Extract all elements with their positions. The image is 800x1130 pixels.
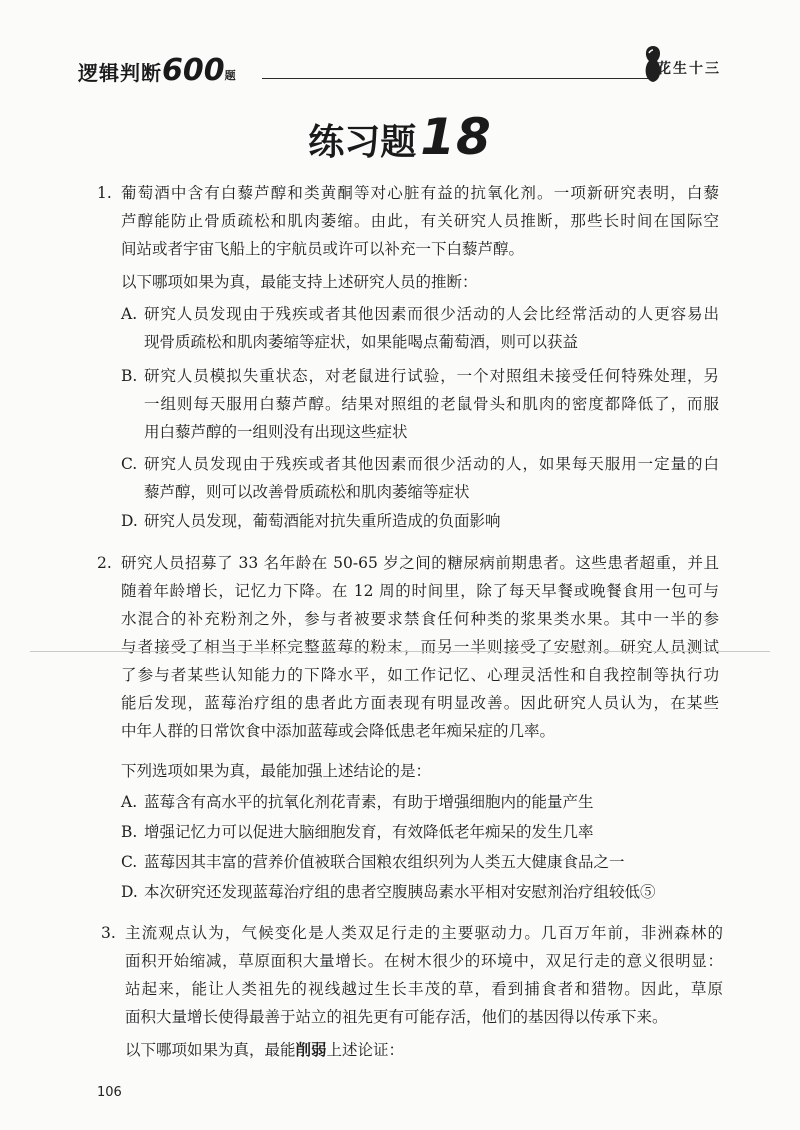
passage-line: 芦醇能防止骨质疏松和肌肉萎缩。由此，有关研究人员推断，那些长时间在国际空 (121, 212, 719, 230)
passage-line: 研究人员招募了 33 名年龄在 50-65 岁之间的糖尿病前期患者。这些患者超重，并且 (121, 554, 719, 572)
option-letter: C. (121, 853, 138, 871)
book-title-text: 逻辑判断 (78, 61, 162, 85)
option-text: 增强记忆力可以促进大脑细胞发育，有效降低老年痴呆的发生几率 (144, 823, 594, 841)
question-stem: 以下哪项如果为真，最能支持上述研究人员的推断： (121, 273, 478, 291)
question-stem (125, 1036, 404, 1064)
stem-text: 以下哪项如果为真，最能 (125, 1041, 296, 1059)
option-letter: A. (121, 793, 138, 811)
passage-line: 随着年龄增长，记忆力下降。在 12 周的时间里，除了每天早餐或晚餐食用一包可与 (121, 582, 719, 600)
passage-line: 了参与者某些认知能力的下降水平，如工作记忆、心理灵活性和自我控制等执行功 (121, 666, 719, 684)
option-text: 藜芦醇，则可以改善骨质疏松和肌肉萎缩等症状 (144, 483, 470, 501)
option-letter: B. (121, 367, 138, 385)
option-text: 一组则每天服用白藜芦醇。结果对照组的老鼠骨头和肌肉的密度都降低了，而服 (144, 395, 719, 413)
book-title (78, 53, 237, 88)
book-title-suffix: 题 (224, 69, 237, 82)
option-text: 用白藜芦醇的一组则没有出现这些症状 (144, 423, 408, 441)
passage-line: 间站或者宇宙飞船上的宇航员或许可以补充一下白藜芦醇。 (121, 240, 525, 258)
question-number: 1. (97, 184, 112, 202)
book-title-number: 600 (162, 53, 225, 88)
header-rule (262, 78, 652, 79)
question-stem: 下列选项如果为真，最能加强上述结论的是： (121, 762, 432, 780)
exercise-title (0, 108, 800, 166)
passage-line: 葡萄酒中含有白藜芦醇和类黄酮等对心脏有益的抗氧化剂。一项新研究表明，白藜 (121, 184, 719, 202)
passage-line: 能后发现，蓝莓治疗组的患者此方面表现有明显改善。因此研究人员认为，在某些 (121, 694, 719, 712)
passage-line: 与者接受了相当于半杯完整蓝莓的粉末，而另一半则接受了安慰剂。研究人员测试 (121, 638, 719, 656)
passage-line: 面积开始缩减，草原面积大量增长。在树木很少的环境中，双足行走的意义很明显： (125, 952, 723, 970)
question-passage (121, 549, 719, 745)
option-text: 研究人员发现由于残疾或者其他因素而很少活动的人，如果每天服用一定量的白 (144, 455, 719, 473)
brand-logo (640, 44, 730, 84)
page-number: 106 (97, 1085, 122, 1100)
option-letter: D. (121, 883, 138, 901)
question-number: 2. (97, 554, 112, 572)
question-passage (125, 919, 723, 1031)
option-text: 研究人员模拟失重状态，对老鼠进行试验，一个对照组未接受任何特殊处理，另 (144, 367, 719, 385)
option-letter: D. (121, 512, 138, 530)
brand-name: 花生十三 (657, 61, 721, 77)
passage-line: 水混合的补充粉剂之外，参与者被要求禁食任何种类的浆果类水果。其中一半的参 (121, 610, 719, 628)
option-letter: B. (121, 823, 138, 841)
page-header (0, 0, 800, 100)
option-text: 蓝莓含有高水平的抗氧化剂花青素，有助于增强细胞内的能量产生 (144, 793, 594, 811)
passage-line: 中年人群的日常饮食中添加蓝莓或会降低患老年痴呆症的几率。 (121, 722, 556, 740)
stem-emphasis: 削弱 (295, 1040, 327, 1059)
question-number: 3. (101, 924, 116, 942)
stem-text: 上述论证： (326, 1041, 405, 1059)
option-text: 现骨质疏松和肌肉萎缩等症状，如果能喝点葡萄酒，则可以获益 (144, 333, 579, 351)
option-letter: C. (121, 455, 138, 473)
option-text: 研究人员发现由于残疾或者其他因素而很少活动的人会比经常活动的人更容易出 (144, 305, 719, 323)
passage-line: 主流观点认为，气候变化是人类双足行走的主要驱动力。几百万年前，非洲森林的 (125, 924, 723, 942)
option-letter: A. (121, 305, 138, 323)
question-passage (121, 179, 719, 263)
option-text: 蓝莓因其丰富的营养价值被联合国粮农组织列为人类五大健康食品之一 (144, 853, 625, 871)
passage-line: 面积大量增长使得最善于站立的祖先更有可能存活，他们的基因得以传承下来。 (125, 1008, 668, 1026)
page-fold-line (30, 651, 770, 652)
exercise-title-label: 练习题 (308, 122, 417, 163)
exercise-title-number: 18 (420, 108, 492, 166)
option-text: 本次研究还发现蓝莓治疗组的患者空腹胰岛素水平相对安慰剂治疗组较低⑤ (144, 883, 656, 901)
option-text: 研究人员发现，葡萄酒能对抗失重所造成的负面影响 (144, 512, 501, 530)
passage-line: 站起来，能让人类祖先的视线越过生长丰茂的草，看到捕食者和猎物。因此，草原 (125, 980, 723, 998)
